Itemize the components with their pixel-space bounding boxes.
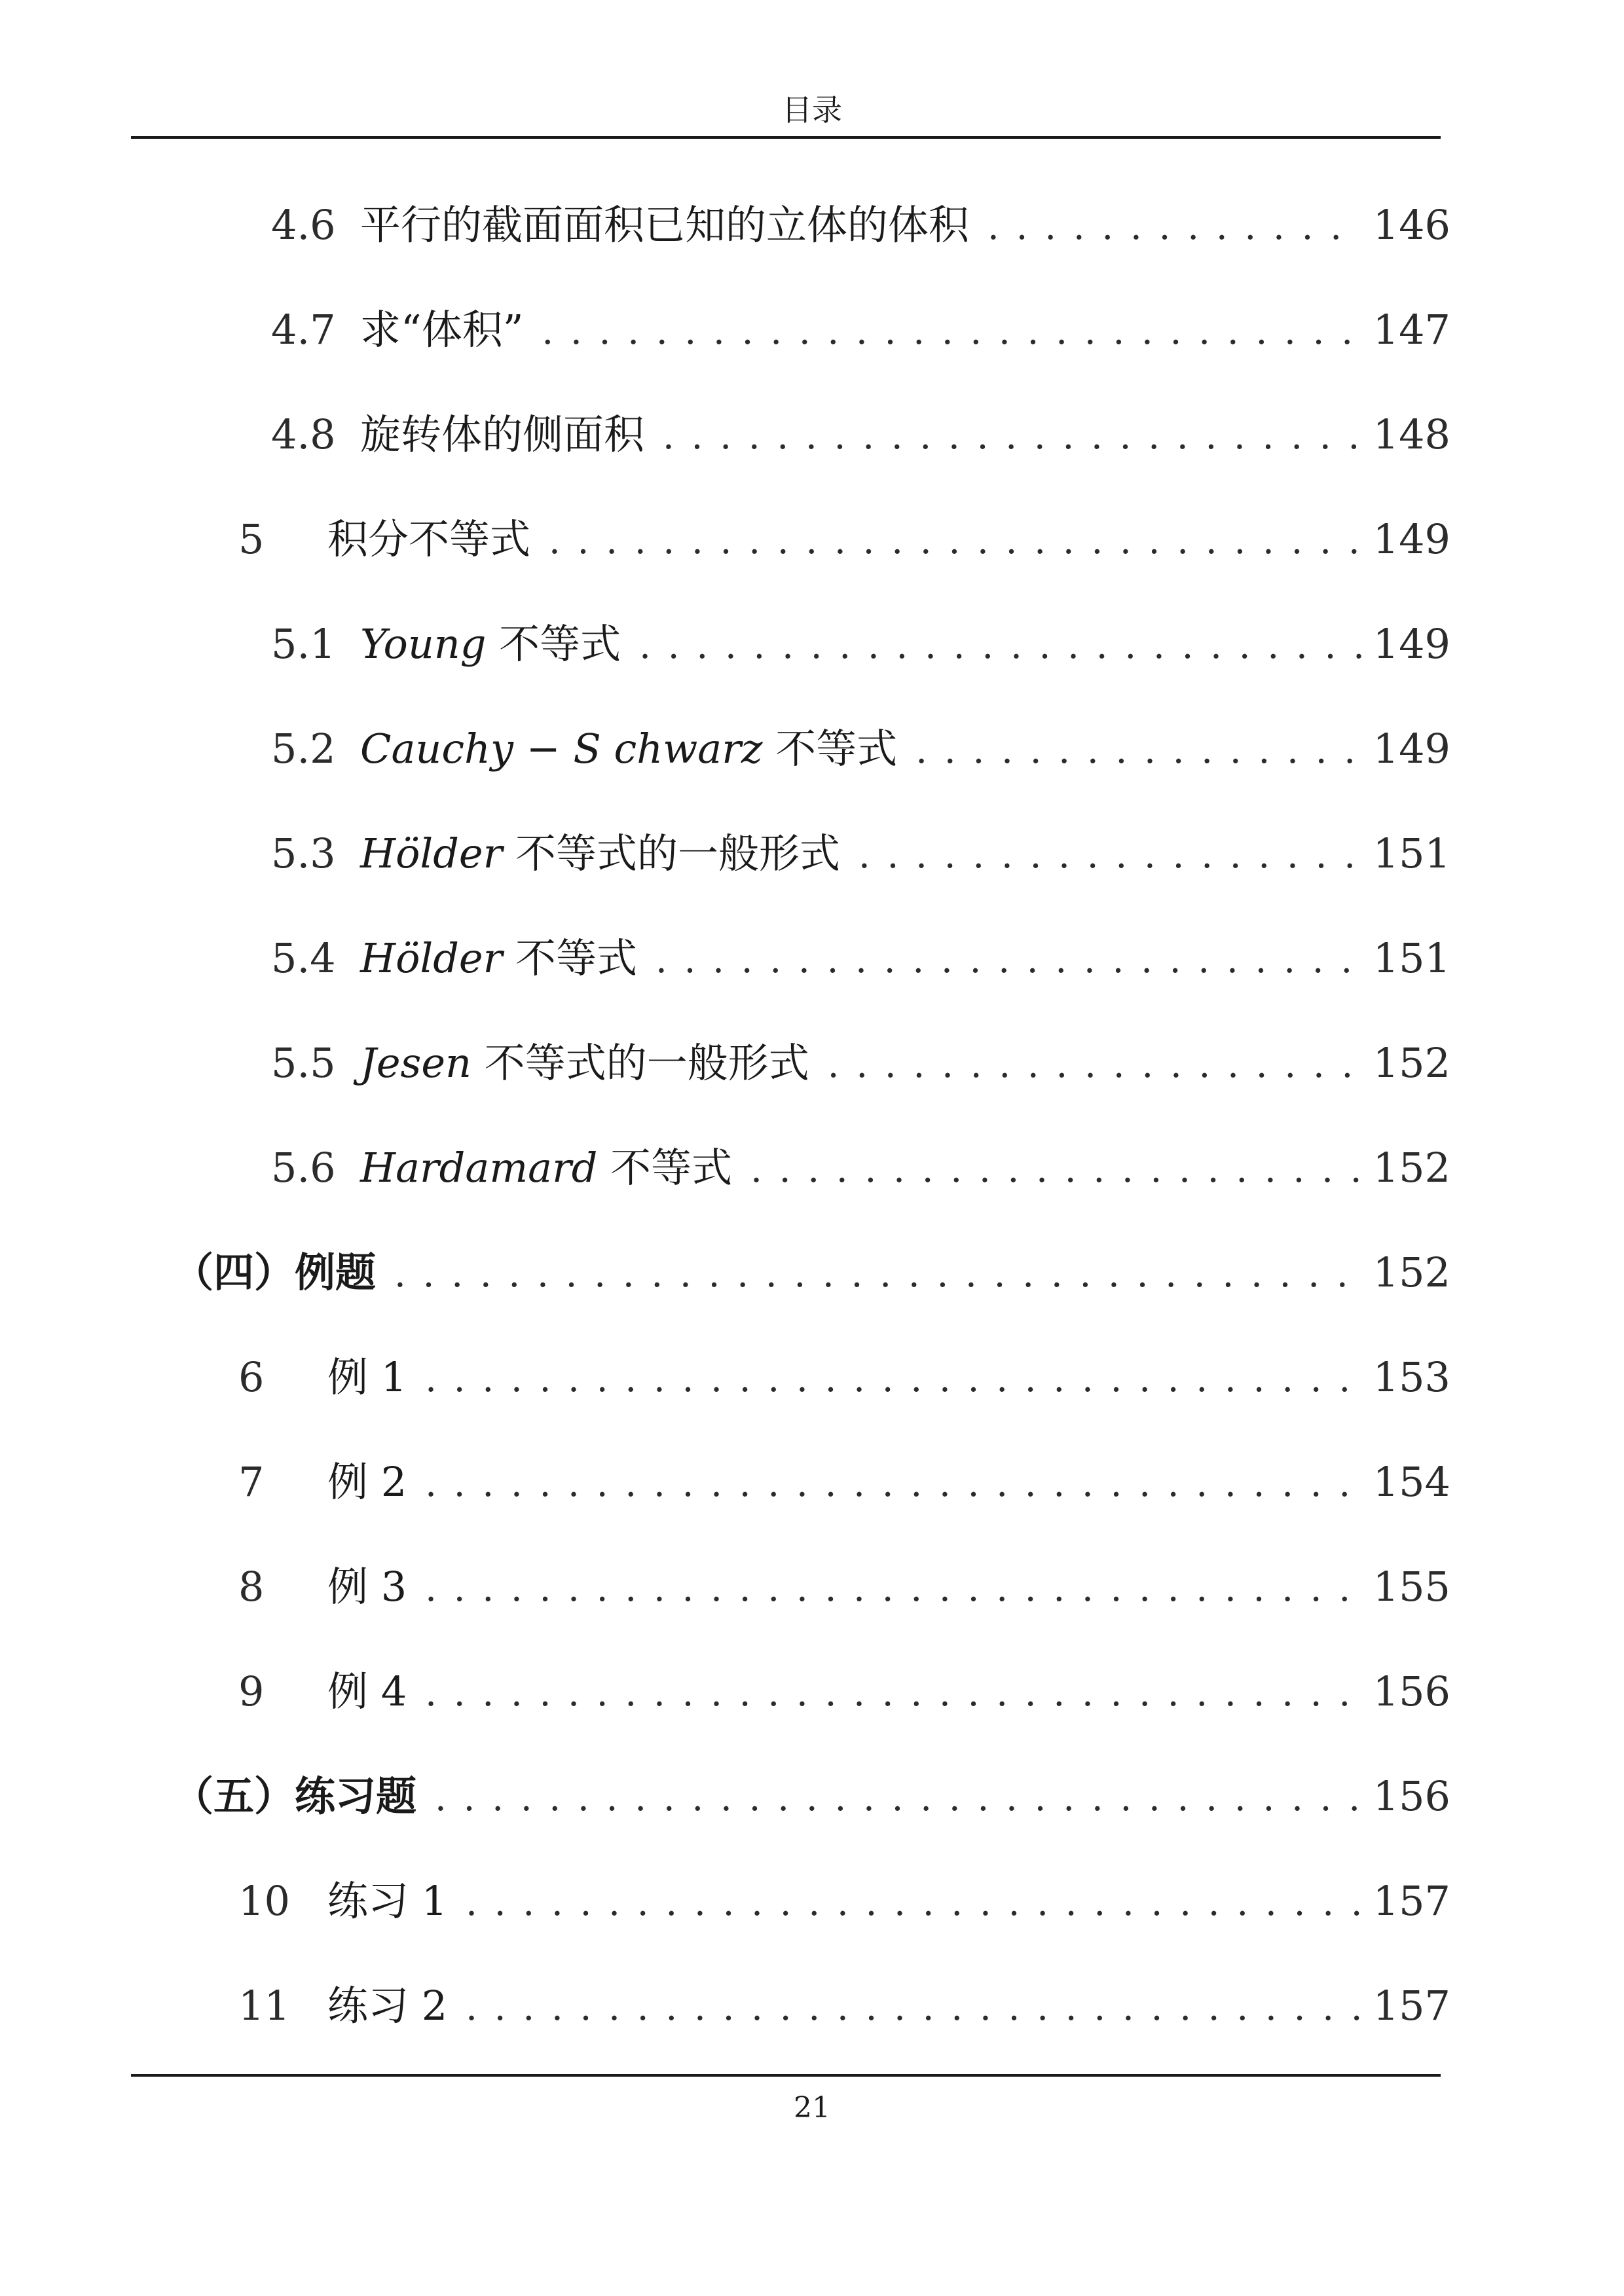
toc-entry[interactable] xyxy=(238,1659,1450,1724)
toc-dot-leader xyxy=(425,1556,1361,1620)
toc-entry-page: 149 xyxy=(1373,620,1450,668)
toc-entry-page: 148 xyxy=(1373,410,1450,458)
toc-entry[interactable] xyxy=(271,402,1450,467)
toc-dot-leader xyxy=(987,194,1361,258)
toc-entry-number: 9 xyxy=(238,1667,265,1715)
toc-entry[interactable] xyxy=(238,1868,1450,1934)
toc-dot-leader xyxy=(549,509,1361,572)
toc-entry-page: 149 xyxy=(1373,515,1450,563)
toc-entry[interactable] xyxy=(271,716,1450,782)
toc-entry-title-text: 积分不等式 xyxy=(327,515,531,563)
toc-entry-number: 5.3 xyxy=(271,829,336,877)
toc-entry-title-text: 不等式的一般形式 xyxy=(502,829,840,877)
toc-dot-leader xyxy=(663,404,1361,467)
toc-entry-title-italic: Hölder xyxy=(360,934,503,982)
toc-entry-number: 4.8 xyxy=(271,410,336,458)
toc-entry-number: 4.6 xyxy=(271,201,336,249)
toc-entry-number: 11 xyxy=(238,1982,290,2030)
toc-entry-title xyxy=(360,716,915,782)
toc-entry-title xyxy=(360,402,663,467)
toc-entry-title xyxy=(360,297,542,363)
toc-entry-title-text: 求“体积” xyxy=(360,306,524,354)
footer-rule xyxy=(131,2074,1441,2077)
toc-entry-number: 7 xyxy=(238,1458,265,1506)
toc-entry-page: 149 xyxy=(1373,725,1450,773)
page-number: 21 xyxy=(794,2091,830,2124)
toc-entry-page: 152 xyxy=(1373,1144,1450,1192)
toc-entry-title-text: 不等式的一般形式 xyxy=(471,1039,809,1087)
toc-entry-title-text: 不等式 xyxy=(762,725,898,773)
toc-entry-title: 例 3 xyxy=(327,1563,407,1611)
toc-entry-page: 146 xyxy=(1373,201,1450,249)
toc-part-entry[interactable] xyxy=(173,1764,1450,1829)
toc-entry-number: 6 xyxy=(238,1353,265,1401)
toc-entry-page: 156 xyxy=(1373,1667,1450,1715)
toc-part-title: （四）例题 xyxy=(173,1248,377,1296)
toc-part-title: （五）练习题 xyxy=(173,1772,417,1820)
toc-entry-number: 5.5 xyxy=(271,1039,336,1087)
toc-dot-leader xyxy=(639,613,1361,677)
toc-entry-title xyxy=(360,821,858,886)
toc-entry[interactable] xyxy=(238,1449,1450,1515)
toc-dot-leader xyxy=(425,1661,1361,1724)
toc-entry-number: 5.2 xyxy=(271,725,336,773)
toc-entry-number: 5.1 xyxy=(271,620,336,668)
toc-entry[interactable] xyxy=(271,192,1450,258)
toc-entry-number: 5.4 xyxy=(271,934,336,982)
toc-entry-page: 157 xyxy=(1373,1877,1450,1925)
toc-entry-page: 152 xyxy=(1373,1039,1450,1087)
toc-dot-leader xyxy=(858,823,1361,886)
toc-entry[interactable] xyxy=(238,1973,1450,2039)
toc-entry[interactable] xyxy=(238,1554,1450,1620)
toc-entry-title-text: 平行的截面面积已知的立体的体积 xyxy=(360,201,970,249)
toc-entry-page: 152 xyxy=(1373,1248,1450,1296)
toc-entry-title: 例 1 xyxy=(327,1353,407,1401)
toc-entry-title: 练习 2 xyxy=(327,1982,448,2030)
toc-dot-leader xyxy=(425,1347,1361,1410)
toc-dot-leader xyxy=(435,1766,1361,1829)
toc-entry-title xyxy=(360,611,639,677)
toc-entry-number: 8 xyxy=(238,1563,265,1611)
toc-entry-page: 157 xyxy=(1373,1982,1450,2030)
toc-entry-title: 例 4 xyxy=(327,1667,407,1715)
header-rule xyxy=(131,136,1441,139)
toc-dot-leader xyxy=(466,1870,1361,1934)
toc-entry-title-italic: Hölder xyxy=(360,829,503,877)
toc-entry-title-italic: Young xyxy=(360,620,487,668)
toc-entry-title xyxy=(360,1030,828,1096)
toc-entry-title xyxy=(360,1135,750,1201)
toc-entry-title-text: 旋转体的侧面积 xyxy=(360,410,645,458)
toc-entry-title: 练习 1 xyxy=(327,1877,448,1925)
toc-entry[interactable] xyxy=(271,1030,1450,1096)
toc-entry-page: 147 xyxy=(1373,306,1450,354)
toc-entry[interactable] xyxy=(271,297,1450,363)
toc-dot-leader xyxy=(750,1137,1361,1201)
toc-entry[interactable] xyxy=(238,1345,1450,1410)
toc-entry-title: 例 2 xyxy=(327,1458,407,1506)
toc-entry-title-italic: Jesen xyxy=(360,1039,471,1087)
toc-entry-page: 154 xyxy=(1373,1458,1450,1506)
toc-entry[interactable] xyxy=(238,507,1450,572)
toc-entry-title xyxy=(360,192,987,258)
toc-entry-title-text: 不等式 xyxy=(486,620,621,668)
toc-entry-title-text: 不等式 xyxy=(597,1144,733,1192)
toc-dot-leader xyxy=(915,718,1361,782)
toc-entry-number: 5.6 xyxy=(271,1144,336,1192)
toc-dot-leader xyxy=(394,1242,1361,1305)
toc-entry-title-italic: Hardamard xyxy=(360,1144,598,1192)
toc-dot-leader xyxy=(425,1451,1361,1515)
toc-entry-title-text: 不等式 xyxy=(502,934,637,982)
running-header-title: 目录 xyxy=(782,92,842,128)
toc-dot-leader xyxy=(542,299,1361,363)
toc-entry-number: 4.7 xyxy=(271,306,336,354)
toc-entry-page: 153 xyxy=(1373,1353,1450,1401)
toc-dot-leader xyxy=(655,928,1361,991)
toc-entry-title xyxy=(360,926,655,991)
toc-entry-page: 151 xyxy=(1373,829,1450,877)
toc-entry[interactable] xyxy=(271,926,1450,991)
toc-part-entry[interactable] xyxy=(173,1240,1450,1305)
toc-entry-page: 151 xyxy=(1373,934,1450,982)
toc-entry-number: 5 xyxy=(238,515,265,563)
toc-entry[interactable] xyxy=(271,1135,1450,1201)
toc-entry-page: 155 xyxy=(1373,1563,1450,1611)
toc-entry[interactable] xyxy=(271,821,1450,886)
toc-entry-page: 156 xyxy=(1373,1772,1450,1820)
toc-dot-leader xyxy=(466,1975,1361,2039)
toc-entry[interactable] xyxy=(271,611,1450,677)
toc-entry-title xyxy=(327,507,549,572)
toc-dot-leader xyxy=(828,1032,1361,1096)
toc-entry-title-italic: Cauchy − S chwarz xyxy=(360,725,763,773)
toc-entry-number: 10 xyxy=(238,1877,290,1925)
